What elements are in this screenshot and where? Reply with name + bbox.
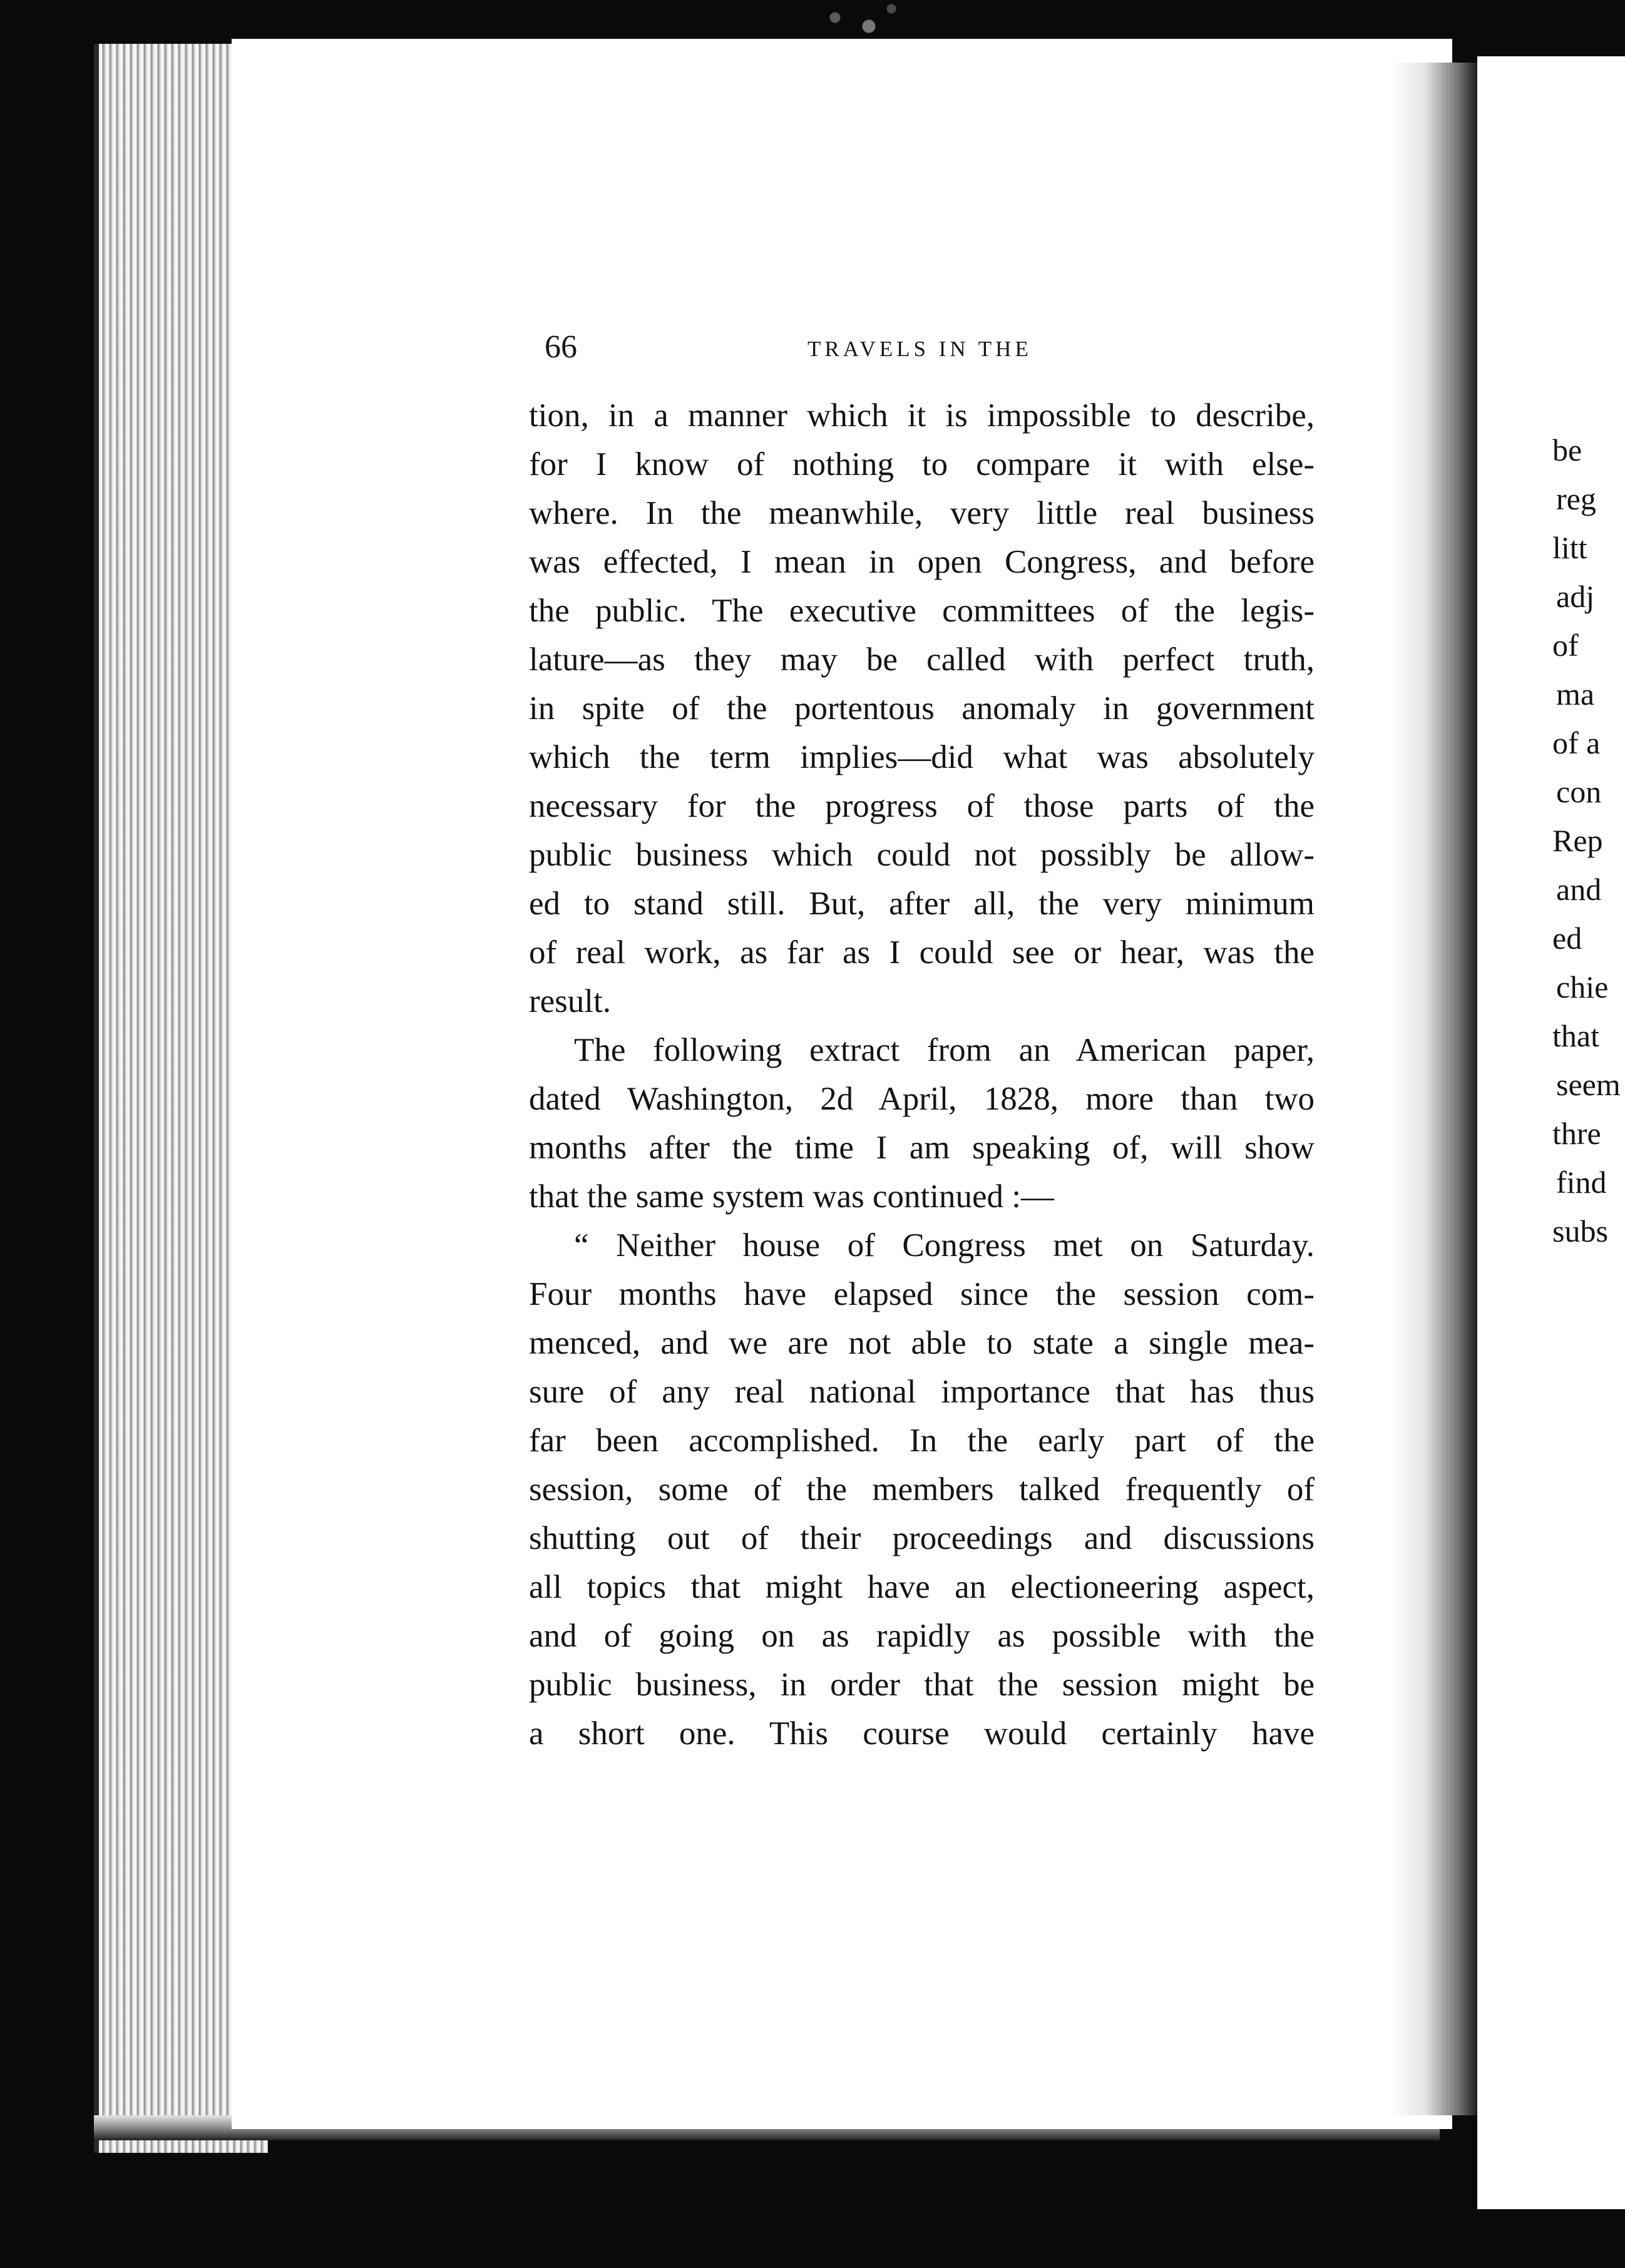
facing-page-text (1552, 426, 1621, 1255)
facing-line: thre (1552, 1116, 1601, 1151)
text-line: public business, in order that the session might be (529, 1667, 1315, 1703)
text-line: lature—as they may be called with perfect truth, (529, 641, 1315, 678)
page-number: 66 (545, 329, 577, 365)
text-line: which the term implies—did what was absolutely (529, 739, 1315, 775)
facing-line: ed (1552, 921, 1582, 956)
facing-line: subs (1552, 1213, 1608, 1249)
text-line: necessary for the progress of those parts of the (529, 788, 1315, 824)
text-line: shutting out of their proceedings and discussions (529, 1520, 1315, 1556)
facing-line: litt (1552, 530, 1587, 565)
text-line: months after the time I am speaking of, will show (529, 1130, 1315, 1166)
scan-artifact (801, 0, 914, 44)
text-line: where. In the meanwhile, very little real business (529, 495, 1315, 531)
book-gutter (1390, 63, 1477, 2115)
text-line: all topics that might have an electioneering aspect, (529, 1569, 1315, 1605)
text-line: menced, and we are not able to state a single mea- (529, 1325, 1315, 1361)
facing-line: adj (1556, 579, 1595, 614)
text-line: The following extract from an American paper, (574, 1032, 1315, 1068)
text-line: session, some of the members talked frequently of (529, 1471, 1315, 1508)
facing-line: ma (1556, 677, 1595, 712)
facing-line: of a (1552, 725, 1601, 760)
text-line: result. (529, 983, 611, 1019)
text-line: was effected, I mean in open Congress, and before (529, 544, 1315, 580)
text-line: the public. The executive committees of the legis- (529, 593, 1315, 629)
facing-line: be (1552, 432, 1582, 467)
text-line: public business which could not possibly be allow- (529, 837, 1315, 873)
facing-line: Rep (1552, 823, 1603, 858)
facing-line: and (1556, 872, 1602, 907)
text-line: a short one. This course would certainly have (529, 1715, 1315, 1752)
facing-line: seem (1556, 1067, 1621, 1102)
text-line: “ Neither house of Congress met on Saturday. (574, 1227, 1315, 1264)
text-line: of real work, as far as I could see or hear, was the (529, 934, 1315, 971)
text-line: far been accomplished. In the early part of the (529, 1423, 1315, 1459)
facing-line: of (1552, 628, 1579, 663)
text-line: in spite of the portentous anomaly in government (529, 690, 1315, 727)
facing-line: con (1556, 774, 1602, 809)
facing-line: chie (1556, 969, 1609, 1004)
text-line: tion, in a manner which it is impossible to describe, (529, 397, 1315, 434)
text-line: for I know of nothing to compare it with else- (529, 446, 1315, 483)
text-line: dated Washington, 2d April, 1828, more than two (529, 1081, 1315, 1117)
facing-line: that (1552, 1018, 1599, 1053)
running-head (545, 325, 1064, 375)
text-line: sure of any real national importance that has thus (529, 1374, 1315, 1410)
running-title: TRAVELS IN THE (807, 337, 1032, 361)
text-line: ed to stand still. But, after all, the very minimum (529, 886, 1315, 922)
facing-line: reg (1556, 481, 1596, 516)
text-line: and of going on as rapidly as possible with the (529, 1618, 1315, 1654)
facing-line: find (1556, 1165, 1607, 1200)
body-text (529, 391, 1315, 1758)
text-line: that the same system was continued :— (529, 1178, 1054, 1215)
text-line: Four months have elapsed since the session com- (529, 1276, 1315, 1312)
